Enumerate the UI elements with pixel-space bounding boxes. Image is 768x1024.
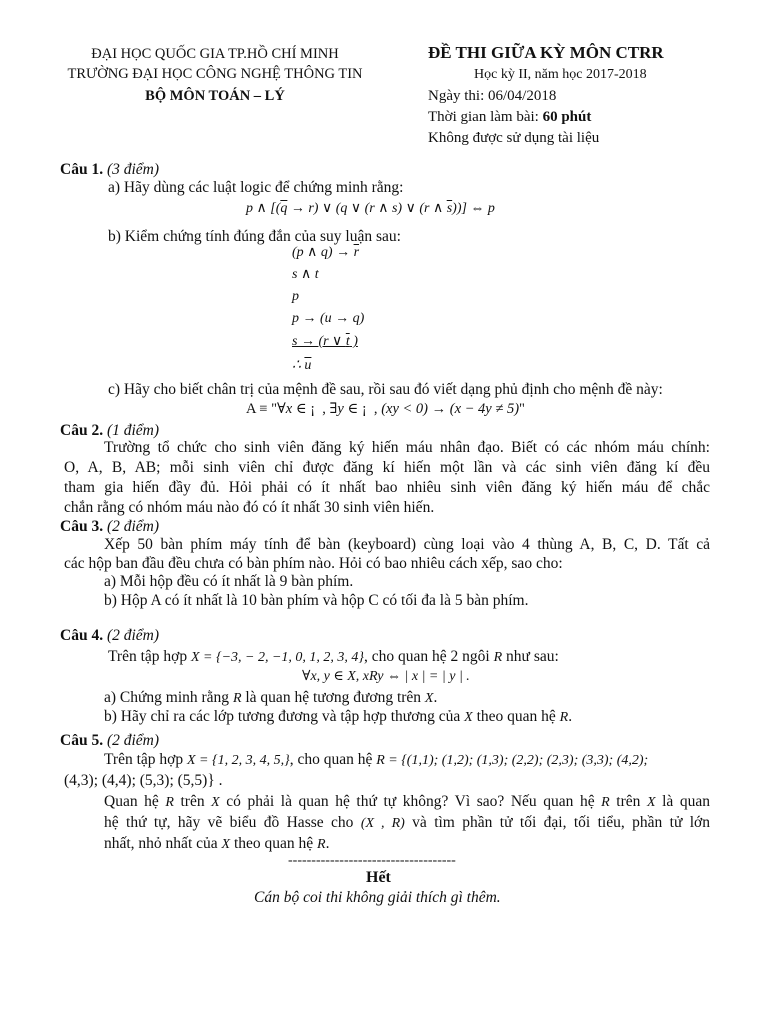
formula-1c: A ≡ "∀x ∈ ¡ , ∃y ∈ ¡ , (xy < 0) → (x − 4y ≠ 5)" <box>246 401 525 417</box>
footer-rule: ------------------------------------ <box>288 853 456 868</box>
question-5-line-3: Quan hệ R trên X có phải là quan hệ thứ tự không? Vì sao? Nếu quan hệ R trên X là quan <box>104 793 710 810</box>
conclusion: ∴ $\overline{u}$ <box>292 358 312 373</box>
premise-5: s → (r ∨ t ) <box>292 334 358 349</box>
premise-4: p → (u → q) <box>292 311 365 326</box>
exam-date: Ngày thi: 06/04/2018 <box>428 88 557 104</box>
question-3-heading: Câu 3. (2 điểm) <box>60 518 160 535</box>
question-2-line-1: Trường tổ chức cho sinh viên đăng ký hiến máu nhân đạo. Biết có các nhóm máu chính: <box>104 439 710 456</box>
question-1-heading: Câu 1. (3 điểm) <box>60 161 160 178</box>
question-5-heading: Câu 5. (2 điểm) <box>60 732 160 749</box>
question-3a: a) Mỗi hộp đều có ít nhất là 9 bàn phím. <box>104 573 354 590</box>
exam-note: Không được sử dụng tài liệu <box>428 130 600 146</box>
question-2-line-2: O, A, B, AB; mỗi sinh viên chỉ được đăng kí hiến một lần và các sinh viên đăng kí đều <box>64 459 710 476</box>
question-4b: b) Hãy chỉ ra các lớp tương đương và tập hợp thương của X theo quan hệ R. <box>104 708 573 725</box>
question-4-heading: Câu 4. (2 điểm) <box>60 627 160 644</box>
question-2-heading: Câu 2. (1 điểm) <box>60 422 160 439</box>
university-name: ĐẠI HỌC QUỐC GIA TP.HỒ CHÍ MINH <box>91 46 339 62</box>
question-2-line-3: tham gia hiến đầy đủ. Hỏi phải có ít nhất bao nhiêu sinh viên đăng ký hiến máu để chắc <box>64 479 710 496</box>
footer-note: Cán bộ coi thi không giải thích gì thêm. <box>254 889 501 906</box>
end-label: Hết <box>366 869 391 886</box>
question-4-line-1: Trên tập hợp X = {−3, − 2, −1, 0, 1, 2, 3, 4}, cho quan hệ 2 ngôi R như sau: <box>108 648 559 665</box>
question-5-line-1: Trên tập hợp X = {1, 2, 3, 4, 5,}, cho quan hệ R = {(1,1); (1,2); (1,3); (2,2); (2,3); (3,3); (4,2); <box>104 751 649 768</box>
question-3-line-2: các hộp ban đầu đều chưa có bàn phím nào. Hỏi có bao nhiêu cách xếp, sao cho: <box>64 555 563 572</box>
question-3-line-1: Xếp 50 bàn phím máy tính để bàn (keyboard) cùng loại vào 4 thùng A, B, C, D. Tất cả <box>104 536 710 553</box>
relation-definition: ∀x, y ∈ X, xRy ⇔ | x | = | y | . <box>302 669 470 684</box>
formula-1a: p ∧ [$(\overline{q} \to r)$ ∨ (q ∨ (r ∧ s) ∨ (r ∧ $\overline{s}$))] ⇔ p <box>246 201 495 216</box>
question-1c: c) Hãy cho biết chân trị của mệnh đề sau, rồi sau đó viết dạng phủ định cho mệnh đề này: <box>108 381 663 398</box>
premise-1: (p ∧ $q) \to \overline{r}$ <box>292 245 360 260</box>
question-5-line-2: (4,3); (4,4); (5,3); (5,5)} . <box>64 772 223 789</box>
semester-info: Học kỳ II, năm học 2017-2018 <box>474 67 647 82</box>
question-5-line-4: hệ thứ tự, hãy vẽ biểu đồ Hasse cho (X , R) và tìm phần tử tối đại, tối tiểu, phần tử lớn <box>104 814 710 831</box>
department-name: BỘ MÔN TOÁN – LÝ <box>145 88 285 104</box>
question-4a: a) Chứng minh rằng R là quan hệ tương đương trên X. <box>104 689 438 706</box>
premise-3: p <box>292 289 299 304</box>
question-5-line-5: nhất, nhỏ nhất của X theo quan hệ R. <box>104 835 330 852</box>
exam-title: ĐỀ THI GIỮA KỲ MÔN CTRR <box>428 43 664 62</box>
exam-duration: Thời gian làm bài: 60 phút <box>428 109 592 125</box>
question-3b: b) Hộp A có ít nhất là 10 bàn phím và hộp C có tối đa là 5 bàn phím. <box>104 592 529 609</box>
question-1b: b) Kiểm chứng tính đúng đắn của suy luận sau: <box>108 228 401 245</box>
faculty-name: TRƯỜNG ĐẠI HỌC CÔNG NGHỆ THÔNG TIN <box>67 66 363 82</box>
question-2-line-4: chắn rằng có nhóm máu nào đó có ít nhất 30 sinh viên hiến. <box>64 499 435 516</box>
premise-2: s ∧ t <box>292 267 319 282</box>
question-1a: a) Hãy dùng các luật logic để chứng minh rằng: <box>108 179 404 196</box>
